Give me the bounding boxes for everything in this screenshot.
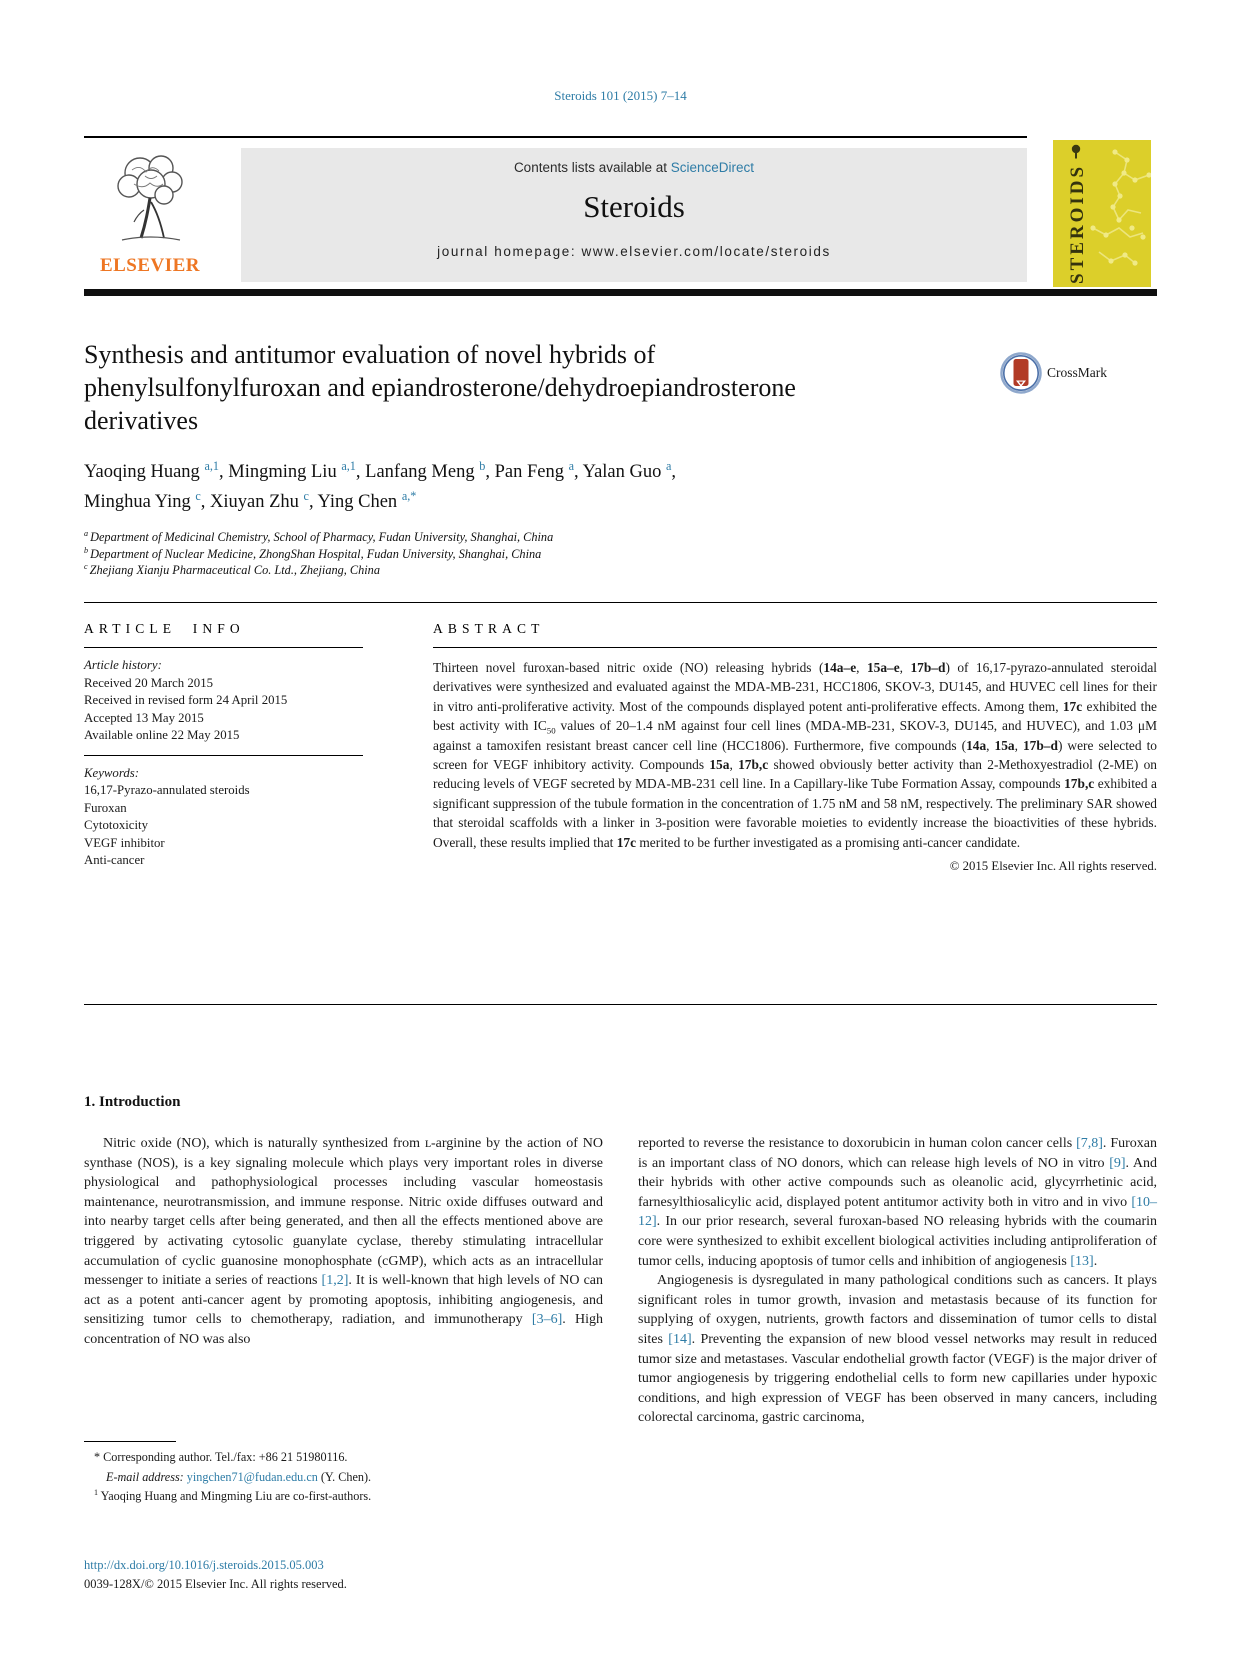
text-segment: . It is well-known that high levels of NO can act as a potent anti-cancer agent by promoting apoptosis, inhibiting angiogenesis, and sensitizing tumor cells to chemotherapy, radiation, and immunotherapy	[84, 1273, 603, 1328]
crossmark-label: CrossMark	[1047, 365, 1107, 380]
author-line-1	[84, 457, 964, 487]
article-history-label: Article history:	[84, 658, 162, 672]
link[interactable]: [7,8]	[1076, 1136, 1103, 1151]
abstract-rule	[433, 647, 1157, 648]
text-segment: values of 20–1.4 nM against four cell lines (MDA-MB-231, SKOV-3, DU145, and HUVEC), and 1.03 μM against a tamoxifen resistant breast cancer cell line (HCC1806). Furthermore, five compounds (	[433, 718, 1157, 753]
journal-header-box	[241, 148, 1027, 282]
elsevier-tree-logo	[98, 148, 202, 248]
keyword-item: Cytotoxicity	[84, 818, 148, 832]
body-paragraph	[638, 1134, 1157, 1271]
article-info-rule	[84, 647, 363, 648]
text-segment: 17c	[616, 834, 637, 850]
link[interactable]: [3–6]	[531, 1312, 563, 1328]
affiliation-c	[84, 562, 984, 579]
text-segment: Ying Chen	[317, 492, 402, 512]
text-segment: Mingming Liu	[228, 462, 342, 482]
text-segment: Yaoqing Huang and Mingming Liu are co-first-authors.	[98, 1489, 372, 1503]
text-segment: ,	[219, 462, 229, 482]
abstract-column	[433, 621, 1157, 874]
text-segment: ,	[1014, 737, 1023, 753]
text-segment: merited to be further investigated as a promising anti-cancer candidate.	[636, 834, 1021, 850]
doi-footer	[84, 1556, 347, 1593]
keyword-item: 16,17-Pyrazo-annulated steroids	[84, 783, 250, 797]
email-note	[84, 1468, 603, 1488]
abstract-copyright: © 2015 Elsevier Inc. All rights reserved.	[949, 859, 1157, 874]
text-segment: Nitric oxide (NO), which is naturally synthesized from ʟ-arginine by the action of NO synthase (NOS), is a key signaling molecule which plays very important roles in diverse physiological and pathophysiological processes including vascular homeostasis maintenance, neurotransmission, and immune response. Nitric oxide diffuses outward and into nearby target cells after being generated, and then all the effects mentioned above are triggered by activating cytosolic guanylate cyclase, thereby stimulating intracellular accumulation of cyclic guanosine monophosphate (cGMP), which acts as an intracellular messenger to initiate a series of reactions	[84, 1136, 603, 1289]
body-paragraph	[638, 1271, 1157, 1428]
author-list	[84, 457, 964, 517]
text-segment: 14a–e	[823, 660, 857, 675]
text-segment: . In our prior research, several furoxan-based NO releasing hybrids with the coumarin core were synthesized to exhibit excellent biological activities including antiproliferation of tumor cells, inducing apoptosis of tumor cells and inhibition of angiogenesis	[638, 1214, 1157, 1269]
text-segment: 17b–d	[1022, 737, 1058, 753]
issn-copyright-line: 0039-128X/© 2015 Elsevier Inc. All rights reserved.	[84, 1576, 347, 1591]
text-segment: . Preventing the expansion of new blood vessel networks may result in reduced tumor size and metastases. Vascular endothelial growth factor (VEGF) is the major driver of tumor angiogenesis by triggering endothelial cells to form new capillaries under hypoxic conditions, and high expression of VEGF has been observed in many cancers, including colorectal carcinoma, gastric carcinoma,	[638, 1331, 1158, 1426]
text-segment: a,1	[204, 458, 220, 473]
text-segment: c	[84, 561, 90, 571]
text-segment: exhibited the best activity with IC	[433, 698, 1157, 734]
text-segment: b	[84, 545, 91, 555]
text-segment: showed obviously better activity than 2-Methoxyestradiol (2-ME) on reducing levels of VEGF secreted by MDA-MB-231 cell line. In a Capillary-like Tube Formation Assay, compounds	[433, 757, 1157, 792]
text-segment: Yalan Guo	[582, 462, 666, 482]
text-segment: Thirteen novel furoxan-based nitric oxide (NO) releasing hybrids (	[433, 660, 824, 675]
history-item: Received 20 March 2015	[84, 675, 213, 690]
crossmark-logo	[1000, 352, 1042, 394]
text-segment: . And their hybrids with other active compounds such as oleanolic acid, glycyrrhetinic acid, farnesylthiosalicylic acid, displayed potent antitumor activity both in vitro and in vivo	[638, 1155, 1157, 1210]
masthead-black-bar	[84, 289, 1157, 296]
doi-link[interactable]: http://dx.doi.org/10.1016/j.steroids.2015.05.003	[84, 1558, 324, 1572]
article-title-line1: Synthesis and antitumor evaluation of novel hybrids of	[84, 340, 656, 369]
article-info-column	[84, 621, 384, 870]
text-segment: a,*	[401, 488, 417, 503]
text-segment: Yaoqing Huang	[84, 462, 205, 482]
journal-cover-thumbnail	[1053, 140, 1151, 287]
text-segment: 17b,c	[738, 757, 769, 773]
text-segment: ,	[899, 660, 911, 675]
keywords-label: Keywords:	[84, 765, 139, 780]
text-segment: ,	[355, 462, 366, 482]
text-segment: ,	[485, 462, 495, 482]
history-item: Received in revised form 24 April 2015	[84, 693, 288, 707]
text-segment: 15a	[994, 737, 1015, 753]
text-segment: . Furoxan is an important class of NO donors, which can release high levels of NO in vitro	[638, 1136, 1157, 1171]
text-segment: ,	[308, 492, 318, 512]
link[interactable]: [9]	[1109, 1155, 1126, 1171]
keyword-item: Furoxan	[84, 800, 127, 815]
text-segment: a	[666, 458, 672, 473]
article-title	[84, 338, 1024, 437]
keyword-item: VEGF inhibitor	[84, 835, 165, 850]
crossmark-badge[interactable]	[1000, 352, 1156, 394]
section-heading-introduction: 1. Introduction	[84, 1094, 181, 1110]
text-segment: 14a	[966, 737, 987, 753]
cover-molecule-art	[1079, 140, 1151, 287]
text-segment: 1	[94, 1487, 99, 1497]
masthead-top-rule	[84, 136, 1027, 138]
cover-title: STEROIDS	[1067, 163, 1088, 284]
text-segment: c	[303, 488, 309, 503]
text-segment: exhibited a significant suppression of the tubule formation in the concentration of 1.75 nM and 58 nM, respectively. The preliminary SAR showed that steroidal scaffolds with a linker in 3-position were favorable moieties to evidently increase the bioactivities of these hybrids. Overall, these results implied that	[433, 776, 1157, 850]
contents-prefix: Contents lists available at	[513, 160, 671, 175]
text-segment: ,	[573, 462, 583, 482]
text-segment: 17c	[1062, 698, 1083, 714]
text-segment: Department of Nuclear Medicine, ZhongShan Hospital, Fudan University, Shanghai, China	[90, 546, 542, 561]
sciencedirect-link[interactable]: ScienceDirect	[670, 160, 755, 175]
text-segment: ,	[986, 737, 995, 753]
footnotes-block	[84, 1441, 603, 1507]
text-segment: ,	[671, 462, 677, 482]
corresponding-author-note: * Corresponding author. Tel./fax: +86 21 51980116.	[94, 1450, 348, 1464]
text-segment: a	[568, 458, 574, 473]
history-item: Available online 22 May 2015	[84, 728, 240, 742]
link[interactable]: [14]	[668, 1331, 692, 1347]
text-segment: Department of Medicinal Chemistry, School of Pharmacy, Fudan University, Shanghai, China	[90, 530, 554, 544]
text-segment: reported to reverse the resistance to doxorubicin in human colon cancer cells	[638, 1136, 1077, 1151]
article-info-heading: ARTICLE INFO	[84, 621, 245, 636]
elsevier-wordmark: ELSEVIER	[99, 255, 201, 276]
abstract-text	[433, 658, 1157, 852]
text-segment: c	[195, 488, 201, 503]
cofirst-author-note	[84, 1487, 603, 1507]
article-title-line3: derivatives	[84, 406, 199, 435]
text-segment: Lanfang Meng	[365, 462, 480, 482]
link[interactable]: yingchen71@fudan.edu.cn	[186, 1469, 318, 1484]
text-segment: E-mail address:	[106, 1469, 184, 1484]
section-divider-rule	[84, 602, 1157, 603]
text-segment: . High concentration of NO was also	[84, 1312, 603, 1347]
author-line-2	[84, 487, 964, 517]
text-segment: Zhejiang Xianju Pharmaceutical Co. Ltd., Zhejiang, China	[89, 563, 380, 577]
keyword-item: Anti-cancer	[84, 853, 145, 867]
affiliations	[84, 529, 984, 579]
text-segment: 15a–e	[866, 660, 900, 675]
affiliation-b	[84, 546, 984, 563]
text-segment: 50	[546, 725, 556, 736]
text-segment: 17b,c	[1064, 776, 1095, 792]
journal-title: Steroids	[583, 189, 685, 224]
text-segment: ,	[729, 757, 739, 773]
affiliation-a	[84, 529, 984, 546]
text-segment: ) of 16,17-pyrazo-annulated steroidal derivatives were synthesized and evaluated against the MDA-MB-231, HCC1806, SKOV-3, DU145, and HUVEC cell lines for their in vitro anti-proliferative activity. Most of the compounds displayed potent anti-proliferative effects. Among them,	[433, 660, 1158, 714]
contents-line	[241, 148, 1027, 175]
link[interactable]: [10–12]	[638, 1194, 1157, 1230]
body-top-rule	[84, 1004, 1157, 1005]
text-segment: a,1	[341, 458, 356, 473]
text-segment: Minghua Ying	[84, 492, 196, 512]
text-segment: 15a	[709, 757, 730, 773]
article-title-line2: phenylsulfonylfuroxan and epiandrosterone/dehydroepiandrosterone	[84, 373, 796, 402]
footnote-rule	[84, 1441, 176, 1442]
journal-homepage-link[interactable]: journal homepage: www.elsevier.com/locate/steroids	[437, 244, 831, 259]
link[interactable]: [1,2]	[321, 1273, 349, 1289]
elsevier-logo-block	[84, 148, 216, 282]
link[interactable]: [13]	[1070, 1253, 1094, 1269]
body-paragraph	[84, 1134, 603, 1350]
body-column-left	[84, 1134, 603, 1350]
text-segment: 17b–d	[910, 660, 946, 675]
body-column-right	[638, 1134, 1157, 1428]
text-segment: .	[1093, 1253, 1098, 1269]
text-segment: Angiogenesis is dysregulated in many pathological conditions such as cancers. It plays significant roles in tumor growth, invasion and metastasis because of its function for supplying of oxygen, nutrients, growth factors and dissemination of tumor cells to distal sites	[638, 1273, 1157, 1347]
keywords-rule	[84, 755, 363, 756]
history-item: Accepted 13 May 2015	[84, 710, 204, 725]
text-segment: b	[479, 458, 486, 473]
text-segment: a	[84, 528, 91, 538]
text-segment: Pan Feng	[494, 462, 569, 482]
text-segment: ) were selected to screen for VEGF inhibitory activity. Compounds	[433, 737, 1157, 773]
journal-citation: Steroids 101 (2015) 7–14	[554, 88, 687, 103]
text-segment: Xiuyan Zhu	[210, 492, 304, 512]
text-segment: (Y. Chen).	[317, 1469, 372, 1484]
text-segment: ,	[856, 660, 867, 675]
text-segment: ,	[200, 492, 211, 512]
abstract-heading: ABSTRACT	[433, 621, 545, 636]
